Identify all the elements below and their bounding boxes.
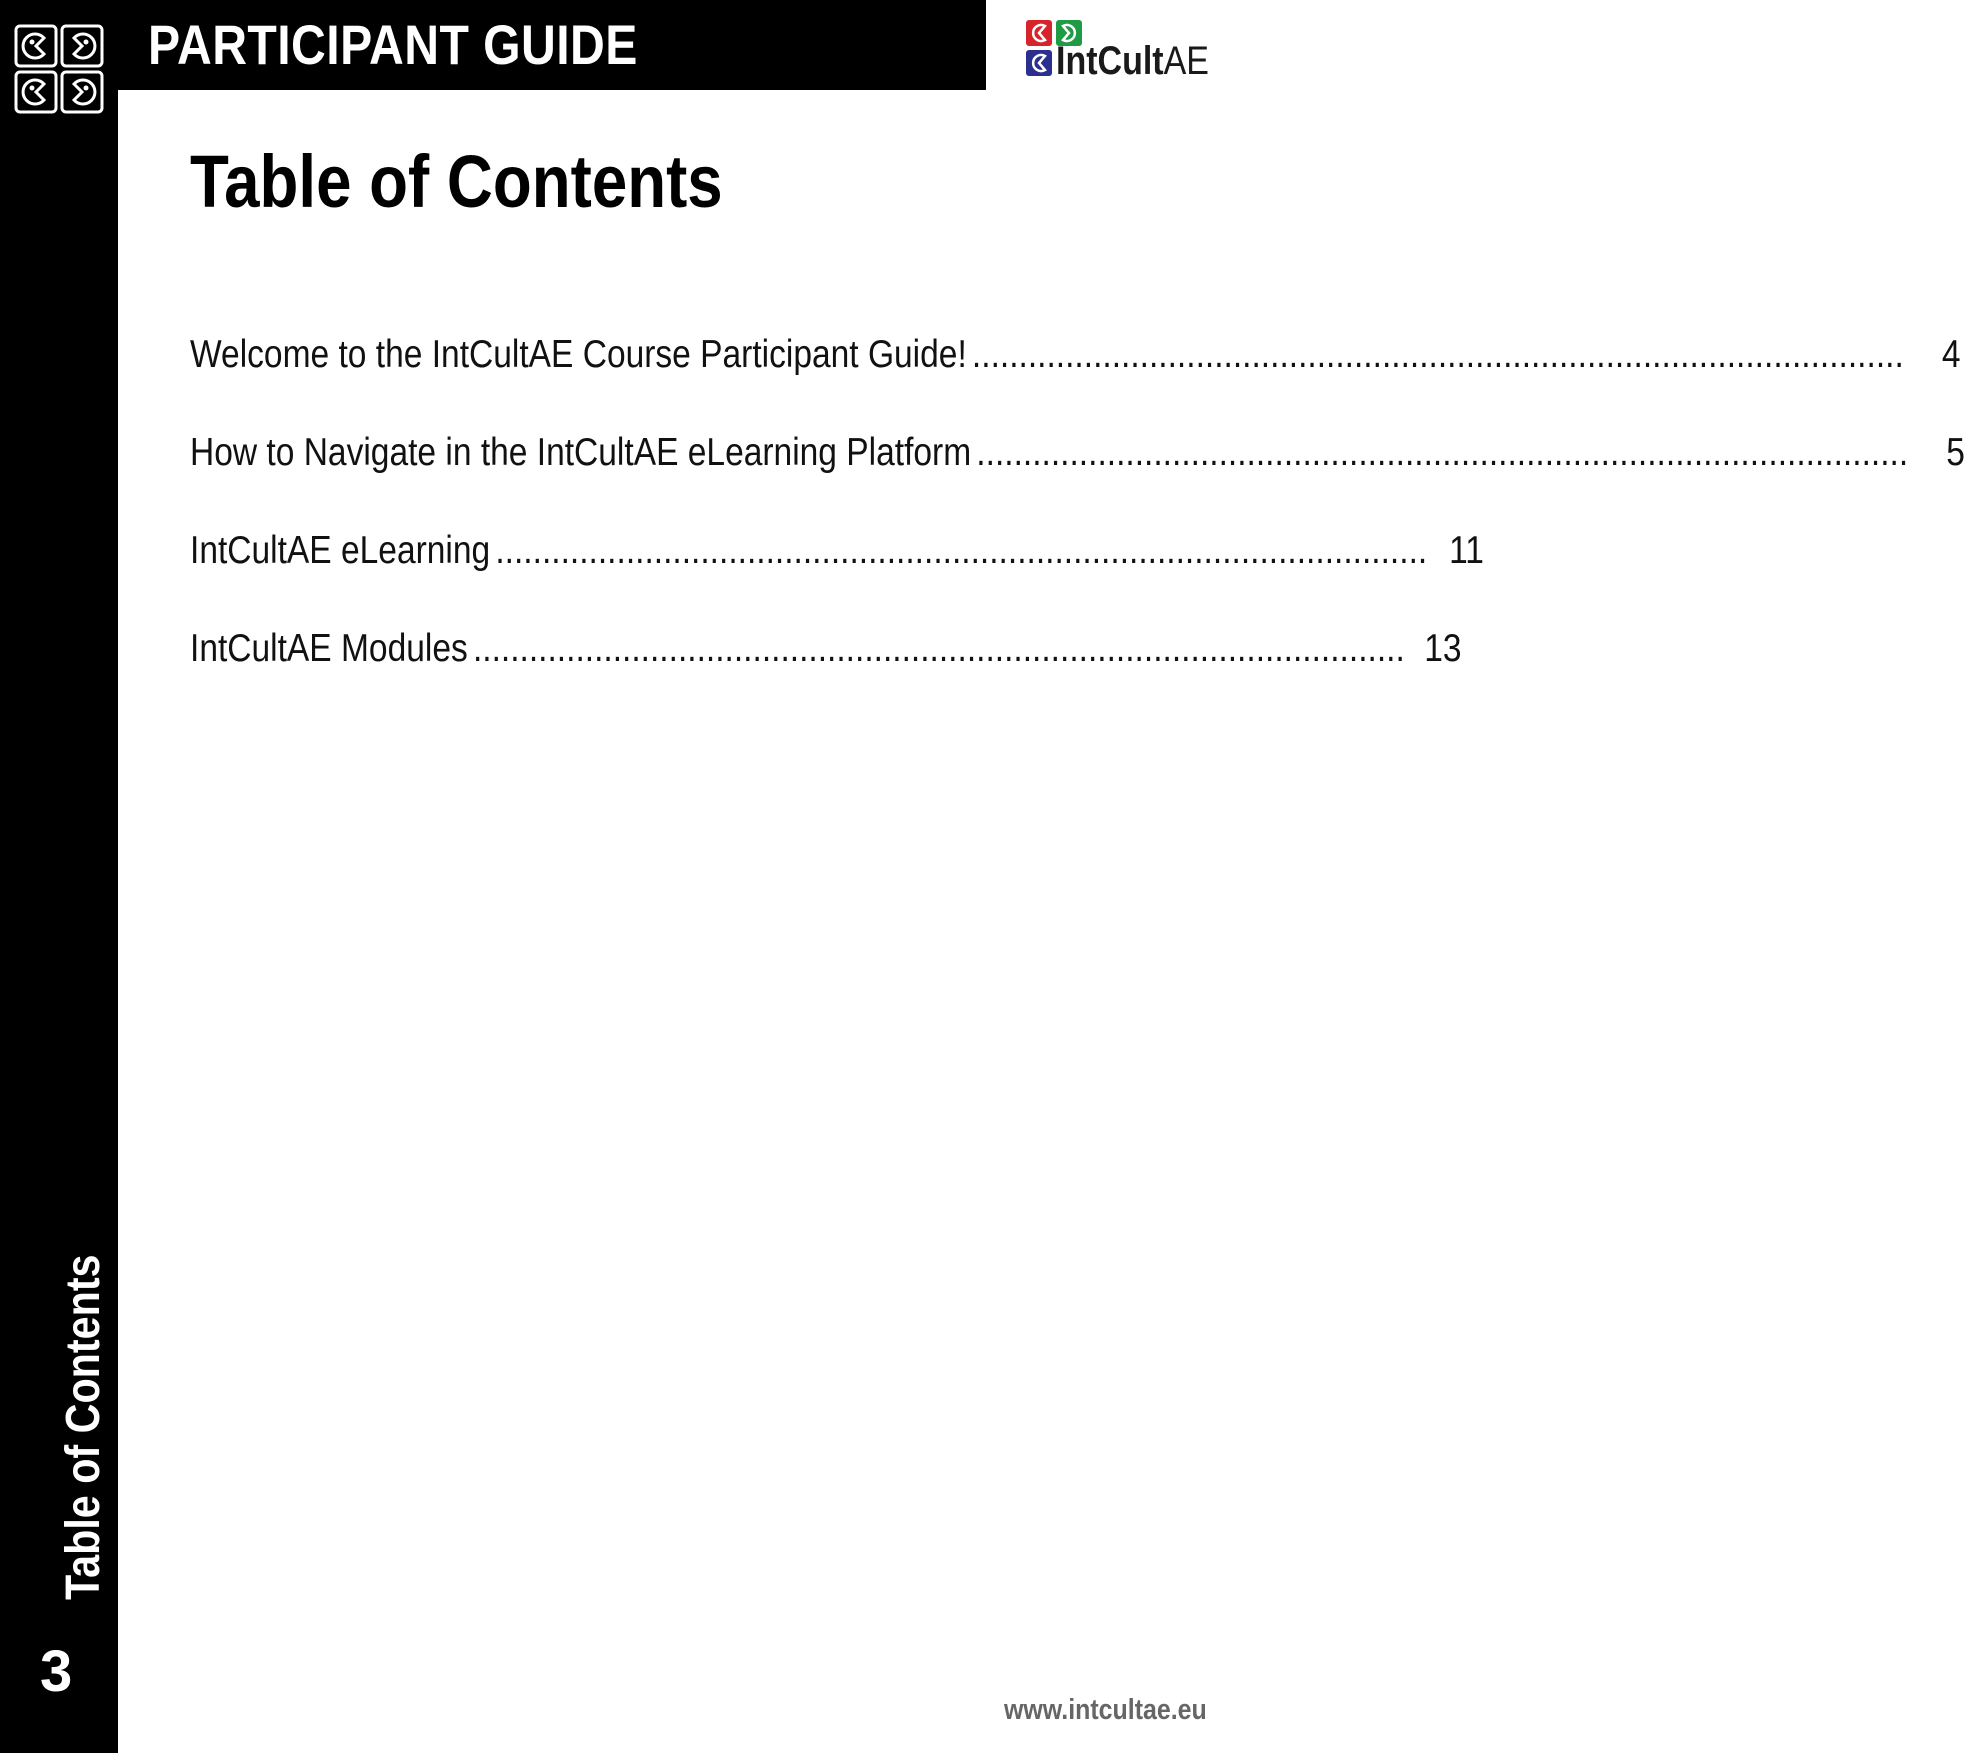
toc-entry[interactable] <box>190 521 1484 619</box>
toc-entry-label: IntCultAE eLearning <box>190 529 491 572</box>
toc-leader-dots: .................................................................................................... <box>971 333 1904 376</box>
table-of-contents <box>190 325 1965 717</box>
sidebar-section-label: Table of Contents <box>57 1254 110 1600</box>
page-number: 3 <box>40 1639 73 1704</box>
footer-website-link[interactable]: www.intcultae.eu <box>1004 1694 1207 1726</box>
brand-name-light: AE <box>1163 39 1209 83</box>
toc-entry-page: 11 <box>1449 529 1484 572</box>
toc-entry[interactable] <box>190 423 1965 521</box>
toc-leader-dots: .................................................................................................... <box>472 627 1405 670</box>
toc-entry[interactable] <box>190 325 1961 423</box>
page-title: Table of Contents <box>190 140 723 223</box>
toc-entry-label: IntCultAE Modules <box>190 627 468 670</box>
toc-leader-dots: .................................................................................................... <box>495 529 1428 572</box>
toc-entry[interactable] <box>190 619 1462 717</box>
toc-entry-label: Welcome to the IntCultAE Course Participant Guide! <box>190 333 967 376</box>
toc-entry-page: 13 <box>1424 627 1462 670</box>
toc-leader-dots: .................................................................................................... <box>976 431 1909 474</box>
brand-name-bold: IntCult <box>1056 39 1164 83</box>
toc-entry-label: How to Navigate in the IntCultAE eLearning Platform <box>190 431 972 474</box>
corner-faces-logo-icon <box>14 24 104 114</box>
header-title: PARTICIPANT GUIDE <box>148 13 638 76</box>
toc-entry-page: 5 <box>1946 431 1965 474</box>
toc-entry-page: 4 <box>1941 333 1961 376</box>
brand-wordmark <box>1056 38 1209 84</box>
